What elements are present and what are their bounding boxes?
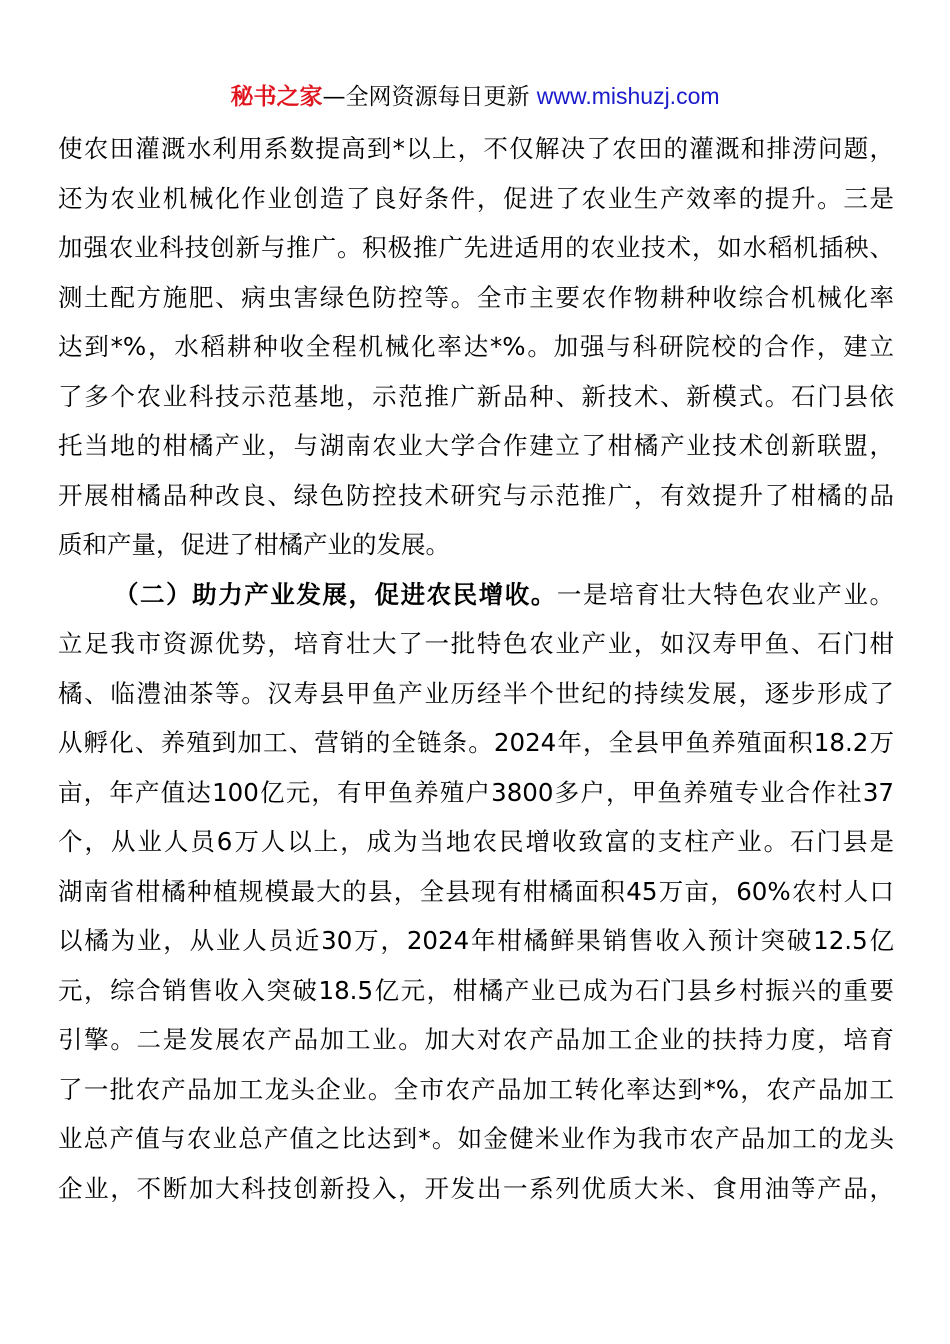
text-line: 达到*%，水稻耕种收全程机械化率达*%。加强与科研院校的合作，建立	[58, 332, 894, 361]
header-tagline: —全网资源每日更新	[322, 84, 537, 110]
text-line: 还为农业机械化作业创造了良好条件，促进了农业生产效率的提升。三是	[58, 183, 894, 213]
site-link[interactable]: www.mishuzj.com	[536, 83, 720, 109]
text-line: 以橘为业，从业人员近30万，2024年柑橘鲜果销售收入预计突破12.5亿	[58, 926, 894, 955]
text-line: 了一批农产品加工龙头企业。全市农产品加工转化率达到*%，农产品加工	[58, 1074, 894, 1104]
document-body	[58, 124, 894, 1213]
text-line: 企业，不断加大科技创新投入，开发出一系列优质大米、食用油等产品，	[58, 1173, 894, 1203]
text-line: 湖南省柑橘种植规模最大的县，全县现有柑橘面积45万亩，60%农村人口	[58, 876, 894, 906]
text-line: 立足我市资源优势，培育壮大了一批特色农业产业，如汉寿甲鱼、石门柑	[58, 629, 894, 658]
text-line: 使农田灌溉水利用系数提高到*以上，不仅解决了农田的灌溉和排涝问题，	[58, 134, 894, 163]
text-line: 亩，年产值达100亿元，有甲鱼养殖户3800多户，甲鱼养殖专业合作社37	[58, 777, 894, 807]
text-line: 元，综合销售收入突破18.5亿元，柑橘产业已成为石门县乡村振兴的重要	[58, 975, 894, 1005]
paragraph-2	[58, 570, 894, 1214]
brand-name: 秘书之家	[230, 84, 323, 110]
text-line: 托当地的柑橘产业，与湖南农业大学合作建立了柑橘产业技术创新联盟，	[58, 431, 894, 460]
page-header	[0, 80, 950, 113]
text-line: 业总产值与农业总产值之比达到*。如金健米业作为我市农产品加工的龙头	[58, 1124, 894, 1153]
text-line: 引擎。二是发展农产品加工业。加大对农产品加工企业的扶持力度，培育	[58, 1025, 894, 1054]
heading-line-text: 一是培育壮大特色农业产业。	[556, 579, 895, 609]
paragraph-1	[58, 124, 894, 570]
text-line: 从孵化、养殖到加工、营销的全链条。2024年，全县甲鱼养殖面积18.2万	[58, 728, 894, 757]
text-line: 个，从业人员6万人以上，成为当地农民增收致富的支柱产业。石门县是	[58, 827, 894, 856]
section-heading: （二）助力产业发展，促进农民增收。	[114, 579, 557, 609]
text-line: 测土配方施肥、病虫害绿色防控等。全市主要农作物耕种收综合机械化率	[58, 282, 894, 312]
text-line: 开展柑橘品种改良、绿色防控技术研究与示范推广，有效提升了柑橘的品	[58, 480, 894, 510]
text-line: 质和产量，促进了柑橘产业的发展。	[58, 530, 450, 559]
section-heading-line	[58, 570, 894, 620]
text-line: 橘、临澧油茶等。汉寿县甲鱼产业历经半个世纪的持续发展，逐步形成了	[58, 678, 894, 708]
text-line: 加强农业科技创新与推广。积极推广先进适用的农业技术，如水稻机插秧、	[58, 233, 894, 262]
text-line: 了多个农业科技示范基地，示范推广新品种、新技术、新模式。石门县依	[58, 381, 894, 411]
